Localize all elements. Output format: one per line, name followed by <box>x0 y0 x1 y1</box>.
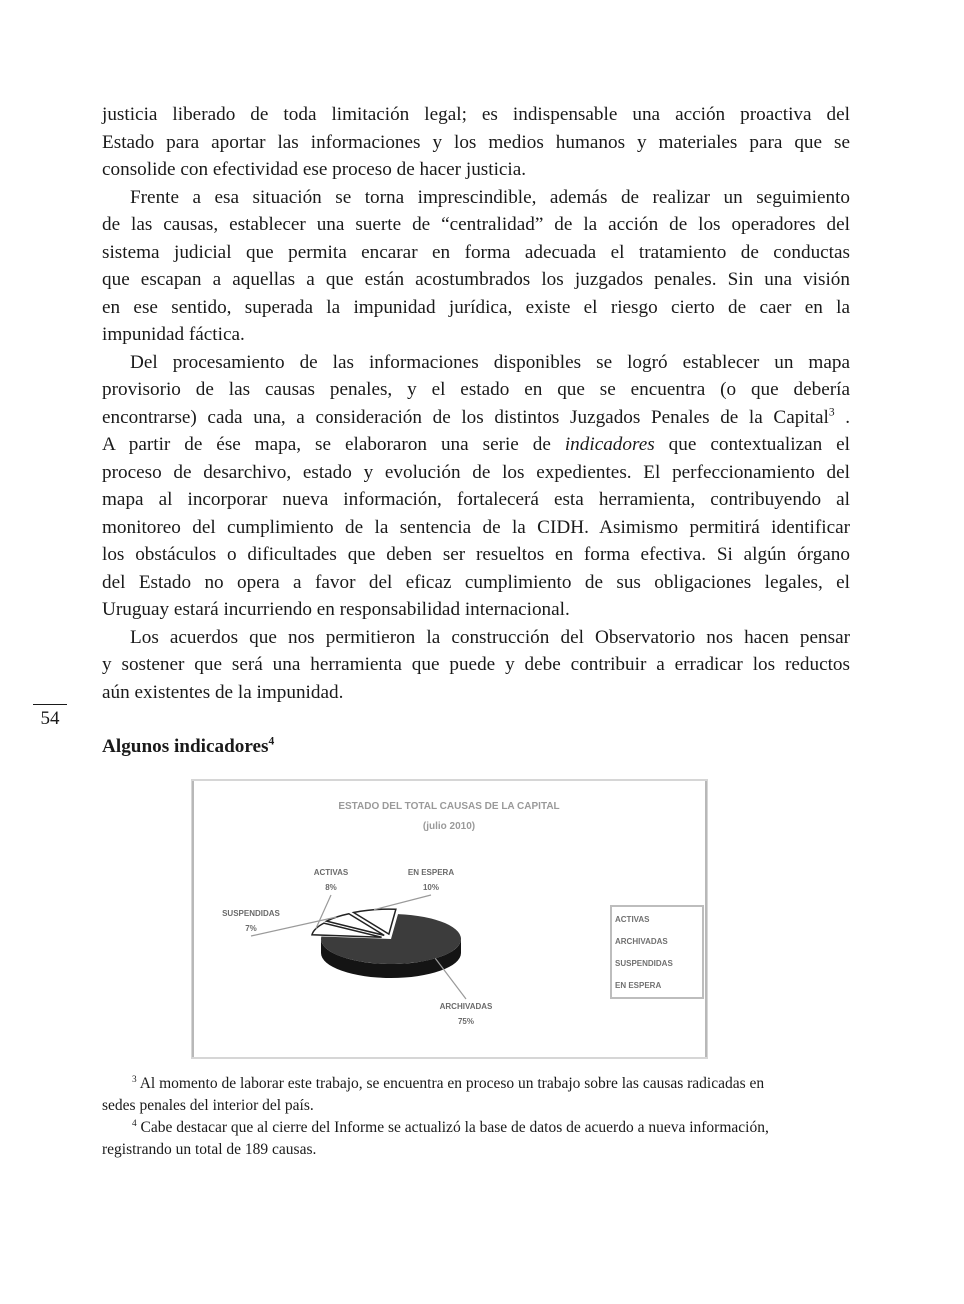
footnote-4 <box>102 1117 850 1161</box>
text-line: justicia liberado de toda limitación legal; es indispensable una acción proactiva del <box>102 104 850 125</box>
footnote-line: Cabe destacar que al cierre del Informe se actualizó la base de datos de acuerdo a nueva información, <box>140 1119 769 1136</box>
text-line: provisorio de las causas penales, y el estado en que se encuentra (o que debería <box>102 379 850 400</box>
paragraph-3-end <box>102 596 850 624</box>
text-line: de las causas, establecer una suerte de “centralidad” de la acción de los operadores del <box>102 214 850 235</box>
text-line: del Estado no opera a favor del eficaz cumplimiento de sus obligaciones legales, el <box>102 571 850 593</box>
pie-chart-svg <box>191 779 708 1059</box>
legend-item-activas: ACTIVAS <box>615 915 650 924</box>
text-line: proceso de desarchivo, estado y evolución de los expedientes. El perfeccionamiento del <box>102 461 850 483</box>
section-title-text: Algunos indicadores <box>102 736 269 757</box>
paragraph-1 <box>102 101 850 156</box>
legend-item-archivadas: ARCHIVADAS <box>615 937 668 946</box>
text-line: Uruguay estará incurriendo en responsabilidad internacional. <box>102 599 570 620</box>
chart-title-line-2: (julio 2010) <box>422 821 476 832</box>
text-line: consolide con efectividad ese proceso de hacer justicia. <box>102 159 527 180</box>
footnote-ref-4: 4 <box>268 735 275 748</box>
footnote-line: Al momento de laborar este trabajo, se encuentra en proceso un trabajo sobre las causas radicadas en <box>139 1075 765 1092</box>
text-line-end: . <box>834 406 850 428</box>
text-line: en ese sentido, superada la impunidad jurídica, existe el riesgo cierto de caer en la <box>102 296 850 318</box>
footnote-line: sedes penales del interior del país. <box>102 1097 314 1114</box>
footnotes <box>102 1073 850 1161</box>
text-line: impunidad fáctica. <box>102 324 245 345</box>
section-title <box>102 735 274 759</box>
footnote-ref-3: 3 <box>828 406 835 419</box>
text-line: y sostener que será una herramienta que puede y debe contribuir a erradicar los reductos <box>102 654 850 675</box>
text-line: mapa al incorporar nueva información, fortalecerá esta herramienta, contribuyendo al <box>102 489 850 510</box>
pie-chart <box>191 779 708 1059</box>
text-line: que contextualizan el <box>654 434 851 455</box>
emphasis-indicadores: indicadores <box>564 434 655 455</box>
text-line: encontrarse) cada una, a consideración de los distintos Juzgados Penales de la Capital <box>102 406 829 428</box>
pie-label-category: EN ESPERA <box>407 868 455 877</box>
text-line: Los acuerdos que nos permitieron la construcción del Observatorio nos hacen pensar <box>130 626 850 648</box>
footnote-3 <box>102 1073 850 1117</box>
pie-label-percent: 75% <box>457 1017 475 1026</box>
text-line: Frente a esa situación se torna imprescindible, además de realizar un seguimiento <box>130 186 850 208</box>
footnote-line: registrando un total de 189 causas. <box>102 1141 317 1158</box>
text-line: A partir de ése mapa, se elaboraron una serie de <box>102 434 565 455</box>
legend-item-suspendidas: SUSPENDIDAS <box>615 959 673 968</box>
text-line: aún existentes de la impunidad. <box>102 681 344 703</box>
chart-title-line-1: ESTADO DEL TOTAL CAUSAS DE LA CAPITAL <box>338 801 560 812</box>
pie-label-percent: 7% <box>245 924 257 933</box>
text-line: Del procesamiento de las informaciones disponibles se logró establecer un mapa <box>130 351 850 373</box>
text-line: monitoreo del cumplimiento de la sentencia de la CIDH. Asimismo permitirá identificar <box>102 516 850 538</box>
text-line: Estado para aportar las informaciones y los medios humanos y materiales para que se <box>102 131 850 153</box>
paragraph-1-end <box>102 156 850 184</box>
legend-item-en-espera: EN ESPERA <box>615 981 662 990</box>
pie-label-category: ARCHIVADAS <box>439 1002 493 1011</box>
paragraph-3 <box>102 349 850 597</box>
paragraph-2 <box>102 184 850 322</box>
pie-label-category: SUSPENDIDAS <box>222 909 280 918</box>
text-line: que escapan a aquellas a que están acostumbrados los juzgados penales. Sin una visión <box>102 269 850 290</box>
text-line: sistema judicial que permita encarar en forma adecuada el tratamiento de conductas <box>102 241 850 263</box>
pie-label-percent: 8% <box>325 883 337 892</box>
text-line: los obstáculos o dificultades que deben ser resueltos en forma efectiva. Si algún órgano <box>102 544 850 565</box>
chart-legend <box>611 906 703 998</box>
footnote-mark: 3 <box>132 1074 137 1085</box>
pie-label-percent: 10% <box>422 883 440 892</box>
paragraph-2-end <box>102 321 850 349</box>
pie-label-category: ACTIVAS <box>313 868 349 877</box>
paragraph-4-end <box>102 679 850 707</box>
paragraph-4 <box>102 624 850 679</box>
body-text <box>102 101 850 706</box>
page-number: 54 <box>33 704 67 730</box>
footnote-mark: 4 <box>132 1118 137 1129</box>
